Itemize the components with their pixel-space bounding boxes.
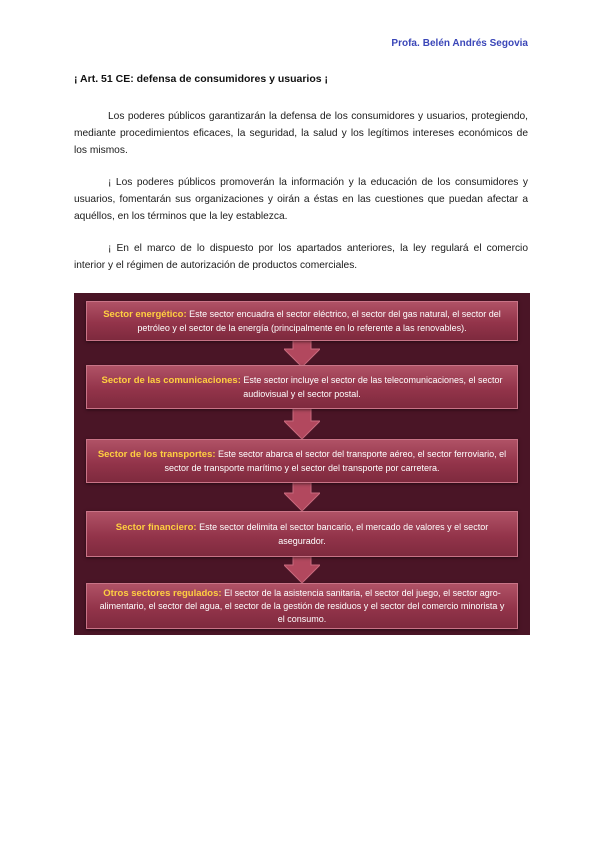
sector-box-otros: [86, 583, 518, 629]
sector-label: Sector financiero:: [115, 522, 197, 533]
header-author: Belén Andrés Segovia: [422, 38, 528, 49]
sector-text: Este sector delimita el sector bancario, el mercado de valores y el sector asegurador.: [196, 522, 489, 546]
section-title: ¡ Art. 51 CE: defensa de consumidores y usuarios ¡: [74, 73, 329, 85]
sector-box-energetico: [86, 301, 518, 341]
sector-text: Este sector incluye el sector de las telecomunicaciones, el sector audiovisual y el sector postal.: [240, 375, 503, 399]
sector-text: El sector de la asistencia sanitaria, el sector del juego, el sector agro-alimentario, el sector del agua, el sector de la gestión de residuos y el sector del comercio minorista y el consumo.: [99, 587, 505, 624]
sector-label: Sector de los transportes:: [97, 449, 216, 460]
header-prefix: Profa.: [391, 38, 420, 49]
page-header: [391, 38, 528, 49]
sector-label: Sector energético:: [103, 309, 187, 320]
sector-text: Este sector abarca el sector del transporte aéreo, el sector ferroviario, el sector de transporte marítimo y el sector del transporte por carretera.: [164, 449, 507, 473]
sector-label: Sector de las comunicaciones:: [101, 375, 241, 386]
sector-box-financiero: [86, 511, 518, 557]
sector-label: Otros sectores regulados:: [103, 587, 222, 599]
sector-text: Este sector encuadra el sector eléctrico, el sector del gas natural, el sector del petróleo y el sector de la energía (principalmente en lo referente a las renovables).: [137, 309, 501, 333]
sectors-diagram: [74, 293, 530, 635]
sector-box-transportes: [86, 439, 518, 483]
sector-box-comunicaciones: [86, 365, 518, 409]
paragraph-3: ¡ En el marco de lo dispuesto por los apartados anteriores, la ley regulará el comercio interior y el régimen de autorización de productos comerciales.: [74, 243, 528, 271]
down-arrow-icon: [284, 405, 320, 439]
paragraph-2: ¡ Los poderes públicos promoverán la información y la educación de los consumidores y usuarios, fomentarán sus organizaciones y oirán a éstas en las cuestiones que puedan afectar a aquéllos, en los términos que la ley establezca.: [74, 177, 528, 222]
paragraph-1: Los poderes públicos garantizarán la defensa de los consumidores y usuarios, protegiendo, mediante procedimientos eficaces, la seguridad, la salud y los legítimos intereses económicos de los mismos.: [74, 111, 528, 156]
